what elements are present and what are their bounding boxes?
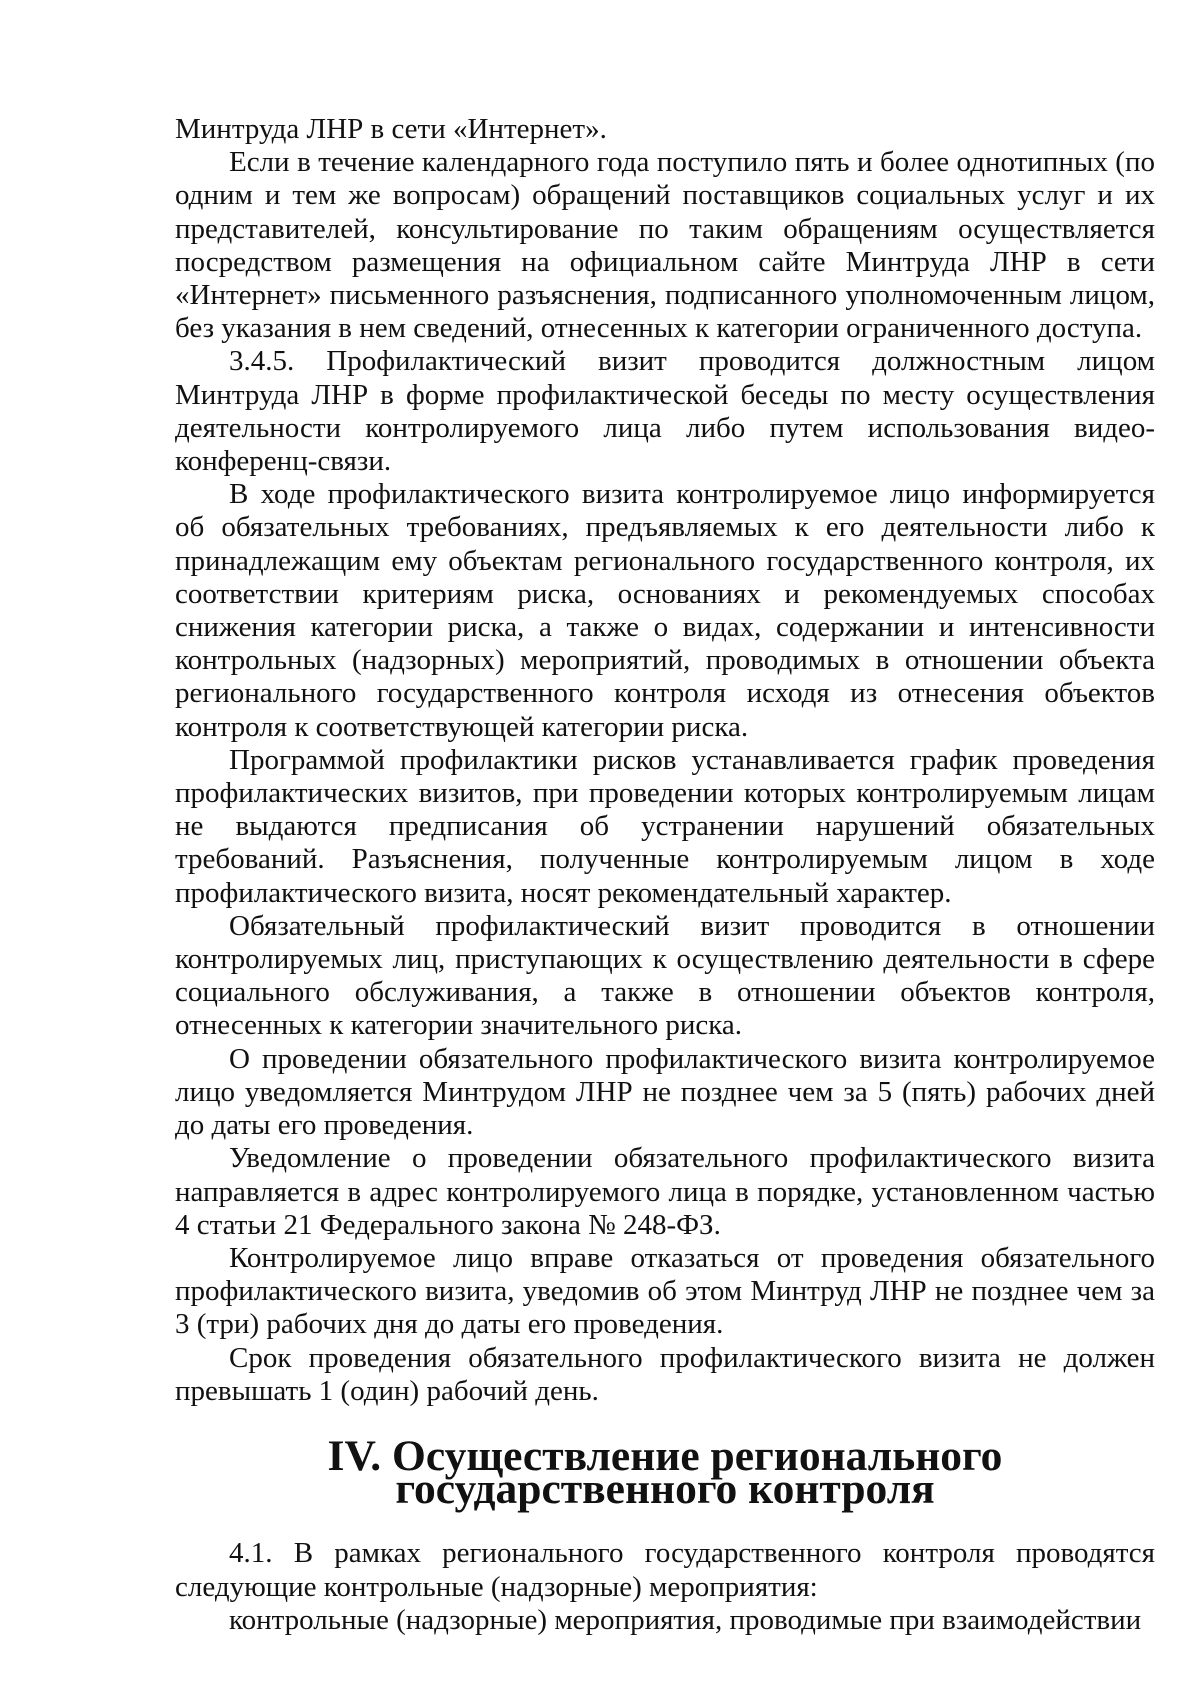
paragraph: Программой профилактики рисков устанавливается график проведения профилактических визитов, при проведении которых контролируемым лицам не выдаются предписания об устранении нарушений обязательных требований. Разъяснения, полученные контролируемым лицом в ходе профилактического визита, носят рекомендательный характер. xyxy=(175,743,1155,909)
section-heading: IV. Осуществление регионального государственного контроля xyxy=(327,1431,1003,1514)
paragraph: О проведении обязательного профилактического визита контролируемое лицо уведомляется Минтрудом ЛНР не позднее чем за 5 (пять) рабочих дней до даты его проведения. xyxy=(175,1042,1155,1142)
paragraph: Контролируемое лицо вправе отказаться от проведения обязательного профилактического визита, уведомив об этом Минтруд ЛНР не позднее чем за 3 (три) рабочих дня до даты его проведения. xyxy=(175,1241,1155,1341)
paragraph: Обязательный профилактический визит проводится в отношении контролируемых лиц, приступающих к осуществлению деятельности в сфере социального обслуживания, а также в отношении объектов контроля, отнесенных к категории значительного риска. xyxy=(175,909,1155,1042)
paragraph: 3.4.5. Профилактический визит проводится должностным лицом Минтруда ЛНР в форме профилактической беседы по месту осуществления деятельности контролируемого лица либо путем использования видео-конференц-связи. xyxy=(175,345,1155,478)
paragraph: Минтруда ЛНР в сети «Интернет». xyxy=(175,113,607,145)
paragraph: 4.1. В рамках регионального государственного контроля проводятся следующие контрольные (надзорные) мероприятия: xyxy=(175,1537,1155,1603)
document-content xyxy=(175,113,1155,1637)
paragraph: Уведомление о проведении обязательного профилактического визита направляется в адрес контролируемого лица в порядке, установленном частью 4 статьи 21 Федерального закона № 248-ФЗ. xyxy=(175,1142,1155,1241)
paragraph: В ходе профилактического визита контролируемое лицо информируется об обязательных требованиях, предъявляемых к его деятельности либо к принадлежащим ему объектам регионального государственного контроля, их соответствии критериям риска, основаниях и рекомендуемых способах снижения категории риска, а также о видах, содержании и интенсивности контрольных (надзорных) мероприятий, проводимых в отношении объекта регионального государственного контроля исходя из отнесения объектов контроля к соответствующей категории риска. xyxy=(175,478,1155,743)
paragraph: Если в течение календарного года поступило пять и более однотипных (по одним и тем же вопросам) обращений поставщиков социальных услуг и их представителей, консультирование по таким обращениям осуществляется посредством размещения на официальном сайте Минтруда ЛНР в сети «Интернет» письменного разъяснения, подписанного уполномоченным лицом, без указания в нем сведений, отнесенных к категории ограниченного доступа. xyxy=(175,146,1155,345)
paragraph: контрольные (надзорные) мероприятия, проводимые при взаимодействии xyxy=(229,1603,1142,1636)
paragraph: Срок проведения обязательного профилактического визита не должен превышать 1 (один) рабочий день. xyxy=(175,1341,1155,1407)
